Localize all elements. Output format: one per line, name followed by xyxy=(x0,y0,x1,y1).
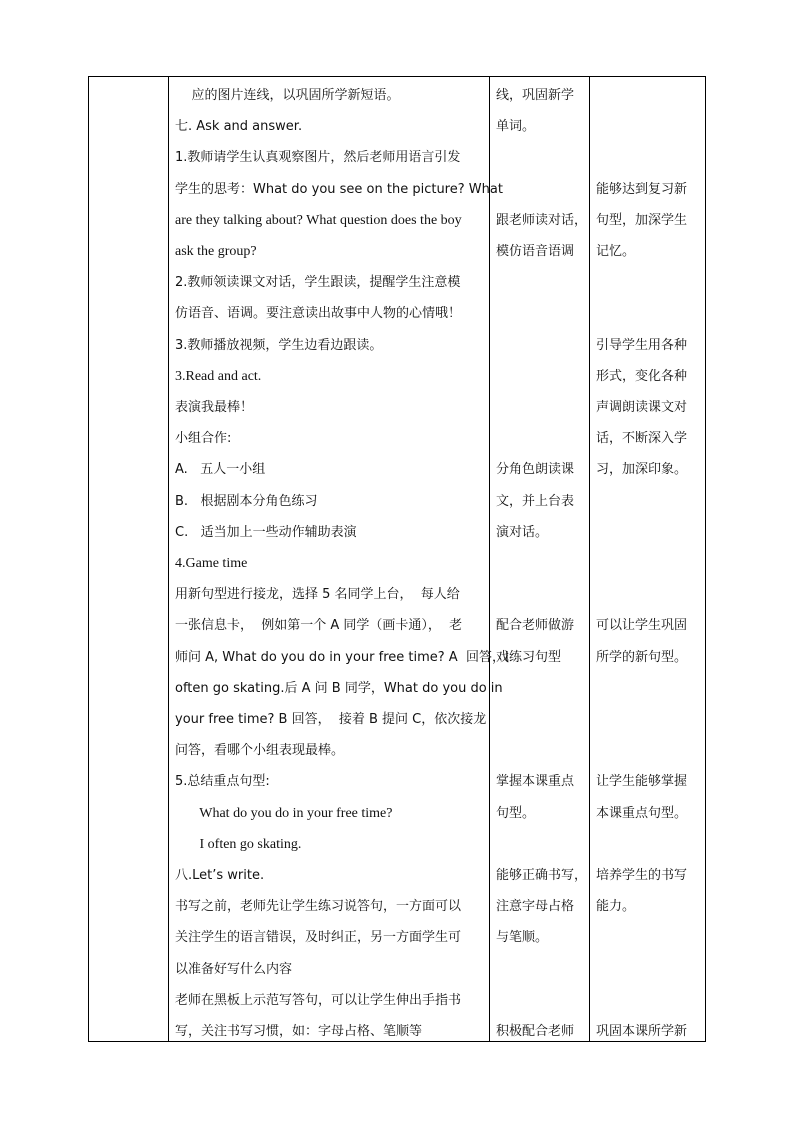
process-line: 关注学生的语言错误，及时纠正，另一方面学生可 xyxy=(175,930,462,946)
student-activity-line: 与笔顺。 xyxy=(496,930,549,946)
process-line: C. 适当加上一些动作辅助表演 xyxy=(175,524,357,540)
process-line: 以准备好写什么内容 xyxy=(175,961,293,977)
process-line: your free time? B 回答， 接着 B 提问 C，依次接龙 xyxy=(175,712,487,727)
student-activity-line: 文，并上台表 xyxy=(496,493,575,509)
design-purpose-line: 记忆。 xyxy=(596,244,636,259)
process-line: I often go skating. xyxy=(175,836,302,852)
process-line: 表演我最棒！ xyxy=(175,400,254,415)
student-activity-line: 配合老师做游 xyxy=(496,618,575,634)
student-activity-line: 能够正确书写， xyxy=(496,868,588,883)
process-line: 一张信息卡， 例如第一个 A 同学（画卡通）， 老 xyxy=(175,618,463,634)
process-line: are they talking about? What question does the boy xyxy=(175,212,462,228)
process-line: 小组合作: xyxy=(175,431,232,447)
design-purpose-line: 所学的新句型。 xyxy=(596,649,688,665)
process-line: 2.教师领读课文对话，学生跟读，提醒学生注意模 xyxy=(175,275,461,291)
process-line: 4.Game time xyxy=(175,556,248,571)
design-purpose-line: 能够达到复习新 xyxy=(596,181,688,197)
process-line: B. 根据剧本分角色练习 xyxy=(175,493,318,509)
design-purpose-line: 培养学生的书写 xyxy=(596,868,688,883)
process-line: 1.教师请学生认真观察图片，然后老师用语言引发 xyxy=(175,150,461,166)
column-divider xyxy=(589,77,590,1041)
design-purpose-line: 话，不断深入学 xyxy=(596,431,688,447)
design-purpose-line: 巩固本课所学新 xyxy=(596,1024,688,1039)
process-line: 3.教师播放视频，学生边看边跟读。 xyxy=(175,337,383,353)
student-activity-line: 注意字母占格 xyxy=(496,899,575,915)
student-activity-line: 掌握本课重点 xyxy=(496,774,575,790)
process-line: often go skating.后 A 问 B 同学，What do you do in xyxy=(175,680,503,696)
design-purpose-line: 可以让学生巩固 xyxy=(596,618,688,634)
process-line: 七. Ask and answer. xyxy=(175,119,303,135)
student-activity-line: 跟老师读对话， xyxy=(496,212,588,228)
design-purpose-line: 形式，变化各种 xyxy=(596,368,688,384)
process-line: A. 五人一小组 xyxy=(175,462,266,478)
design-purpose-line: 习，加深印象。 xyxy=(596,462,688,478)
process-line: ask the group? xyxy=(175,244,257,259)
student-activity-line: 句型。 xyxy=(496,805,536,821)
process-line: 八.Let’s write. xyxy=(175,868,265,883)
process-line: 老师在黑板上示范写答句，可以让学生伸出手指书 xyxy=(175,992,462,1008)
student-activity-line: 分角色朗读课 xyxy=(496,462,575,478)
design-purpose-line: 句型，加深学生 xyxy=(596,212,688,228)
process-line: 学生的思考：What do you see on the picture? What xyxy=(175,181,503,197)
design-purpose-line: 声调朗读课文对 xyxy=(596,400,688,415)
column-divider xyxy=(489,77,490,1041)
process-line: 师问 A, What do you do in your free time? A 回答，I xyxy=(175,649,509,665)
student-activity-line: 单词。 xyxy=(496,119,536,135)
design-purpose-line: 让学生能够掌握 xyxy=(596,774,688,790)
process-line: 书写之前，老师先让学生练习说答句，一方面可以 xyxy=(175,899,462,915)
student-activity-line: 线，巩固新学 xyxy=(496,88,575,103)
process-line: 3.Read and act. xyxy=(175,368,262,384)
student-activity-line: 积极配合老师 xyxy=(496,1024,575,1039)
process-line: 问答，看哪个小组表现最棒。 xyxy=(175,743,345,759)
design-purpose-line: 引导学生用各种 xyxy=(596,337,688,353)
process-line: What do you do in your free time? xyxy=(175,805,393,821)
lesson-plan-table xyxy=(88,76,706,1042)
student-activity-line: 模仿语音语调 xyxy=(496,244,575,259)
process-line: 5.总结重点句型: xyxy=(175,774,270,790)
design-purpose-line: 能力。 xyxy=(596,899,636,915)
process-line: 用新句型进行接龙，选择 5 名同学上台， 每人给 xyxy=(175,587,460,603)
design-purpose-line: 本课重点句型。 xyxy=(596,805,688,821)
process-line: 应的图片连线，以巩固所学新短语。 xyxy=(175,88,400,103)
process-line: 写，关注书写习惯，如：字母占格、笔顺等 xyxy=(175,1024,423,1039)
student-activity-line: 戏练习句型 xyxy=(496,649,562,665)
student-activity-line: 演对话。 xyxy=(496,524,549,540)
column-divider xyxy=(168,77,169,1041)
process-line: 仿语音、语调。要注意读出故事中人物的心情哦！ xyxy=(175,306,462,322)
